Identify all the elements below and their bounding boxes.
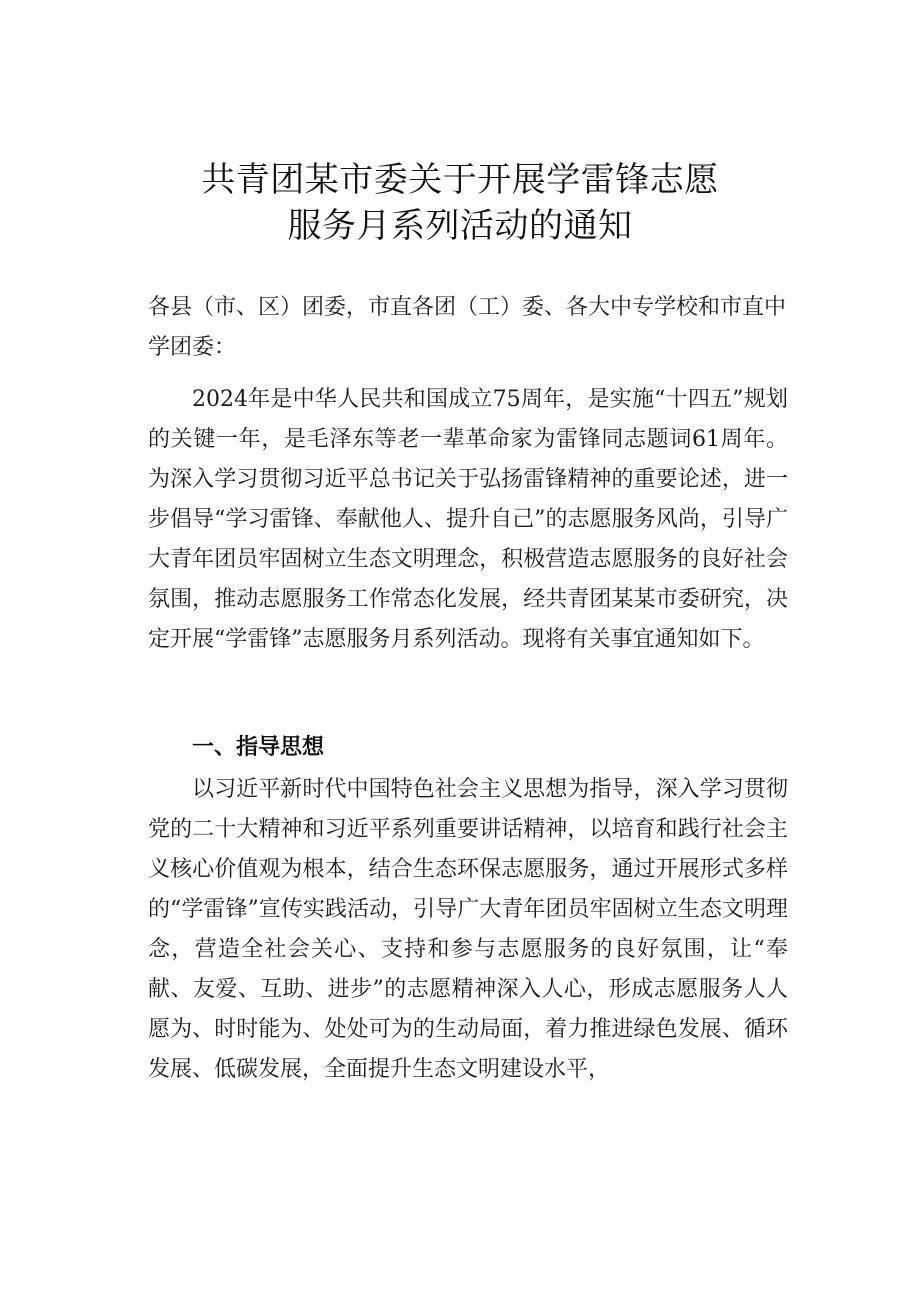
paragraph-intro: 2024年是中华人民共和国成立75周年，是实施“十四五”规划的关键一年，是毛泽东等老一辈革命家为雷锋同志题词61周年。为深入学习贯彻习近平总书记关于弘扬雷锋精神的重要论述，进一步倡导“学习雷锋、奉献他人、提升自己”的志愿服务风尚，引导广大青年团员牢固树立生态文明理念，积极营造志愿服务的良好社会氛围，推动志愿服务工作常态化发展，经共青团某某市委研究，决定开展“学雷锋”志愿服务月系列活动。现将有关事宜通知如下。 <box>148 387 788 652</box>
paragraph-guiding-ideology: 以习近平新时代中国特色社会主义思想为指导，深入学习贯彻党的二十大精神和习近平系列重要讲话精神，以培育和践行社会主义核心价值观为根本，结合生态环保志愿服务，通过开展形式多样的“学雷锋”宣传实践活动，引导广大青年团员牢固树立生态文明理念，营造全社会关心、支持和参与志愿服务的良好氛围，让“奉献、友爱、互助、进步”的志愿精神深入人心，形成志愿服务人人愿为、时时能为、处处可为的生动局面，着力推进绿色发展、循环发展、低碳发展，全面提升生态文明建设水平， <box>148 777 788 1082</box>
document-title-line-1: 共青团某市委关于开展学雷锋志愿 <box>201 160 719 200</box>
document-title-line-2: 服务月系列活动的通知 <box>287 206 633 246</box>
section-heading-guiding-ideology: 一、指导思想 <box>192 735 325 760</box>
salutation: 各县（市、区）团委，市直各团（工）委、各大中专学校和市直中学团委： <box>148 295 787 360</box>
